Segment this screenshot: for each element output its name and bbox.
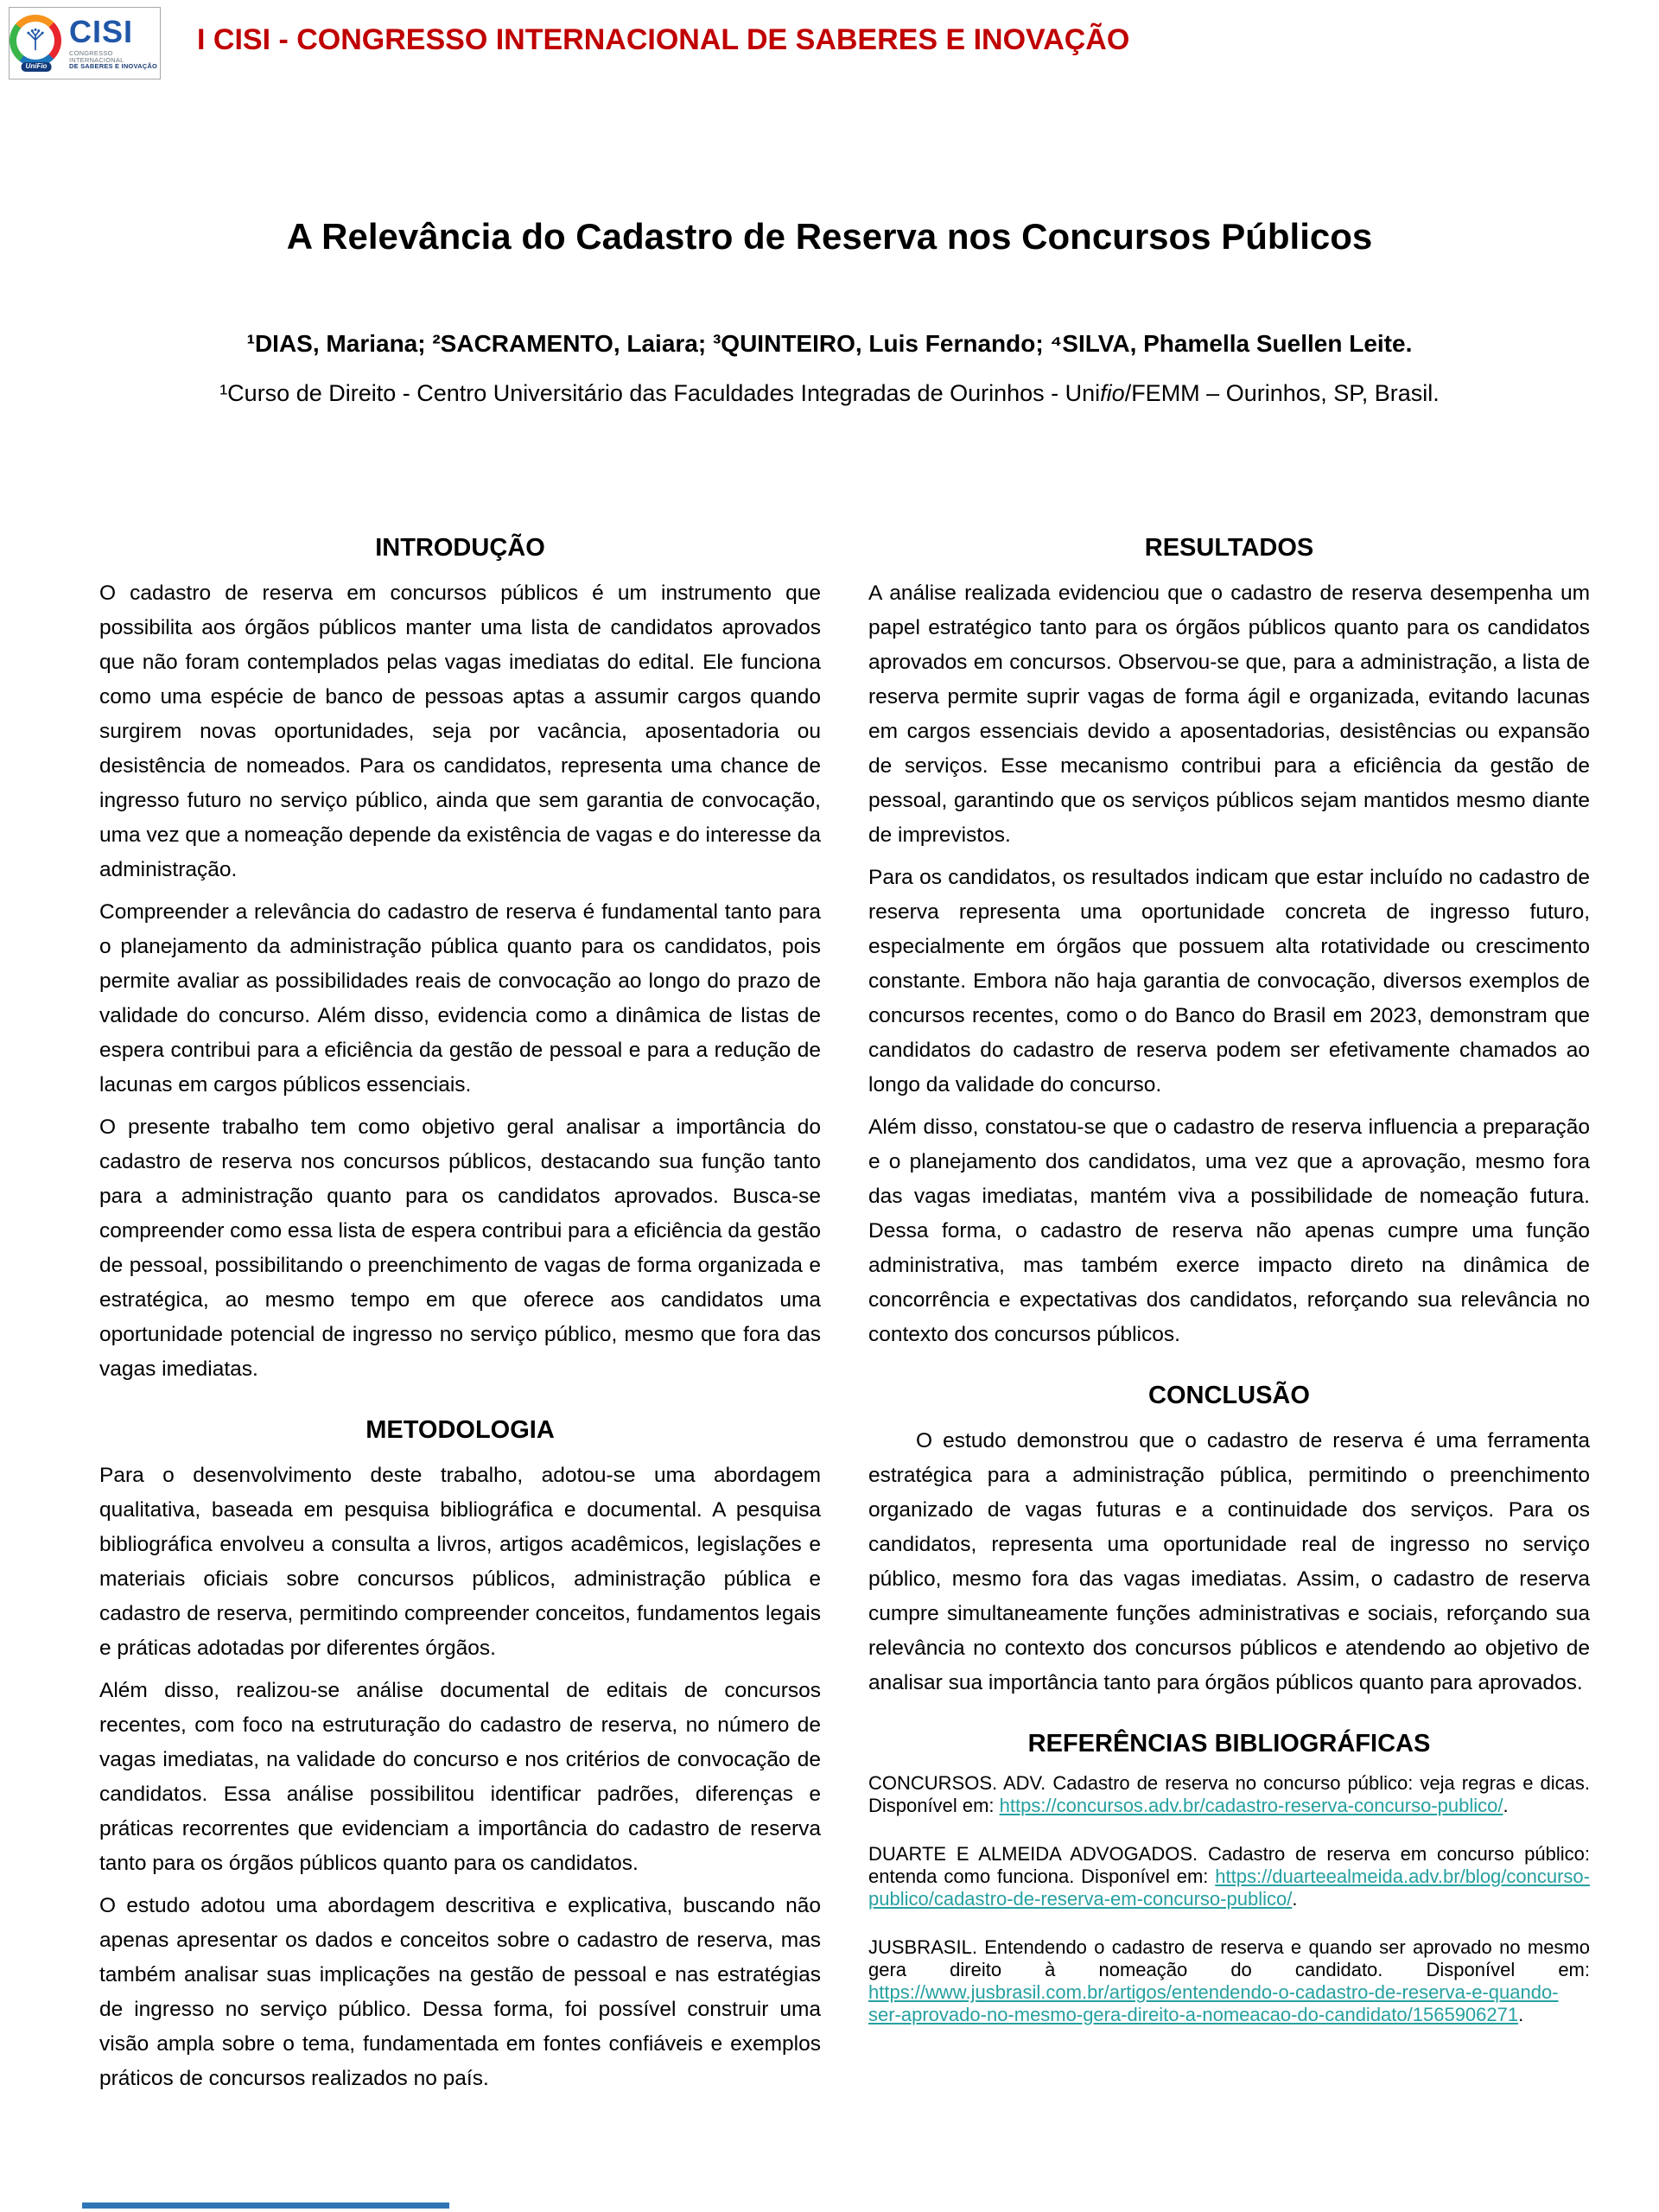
reference-period: . [1503,1795,1509,1816]
metodologia-paragraph-2: Além disso, realizou-se análise documental de editais de concursos recentes, com foco na estruturação do cadastro de reserva, no número de vagas imediatas, na validade do concurso e nos critérios de convocação de candidatos. Essa análise possibilitou identificar padrões, diferenças e práticas recorrentes que evidenciam a importância do cadastro de reserva tanto para os órgãos públicos quanto para os candidatos. [99,1679,821,1875]
reference-item [868,1843,1590,1910]
resultados-paragraph-3: Além disso, constatou-se que o cadastro de reserva influencia a preparação e o planejamento dos candidatos, uma vez que a aprovação, mesmo fora das vagas imediatas, mantém viva a possibilidade de nomeação futura. Dessa forma, o cadastro de reserva não apenas cumpre uma função administrativa, mas também exerce impacto direto na dinâmica de concorrência e expectativas dos candidatos, reforçando sua relevância no contexto dos concursos públicos. [868,1116,1590,1346]
section-heading-metodologia: METODOLOGIA [365,1416,555,1444]
section-heading-resultados: RESULTADOS [1144,534,1314,562]
logo-acronym: CISI [69,14,134,50]
introducao-paragraph-2: Compreender a relevância do cadastro de reserva é fundamental tanto para o planejamento da administração pública quanto para os candidatos, pois permite avaliar as possibilidades reais de convocação ao longo do prazo de validade do concurso. Além disso, evidencia como a dinâmica de listas de espera contribui para a eficiência da gestão de pessoal e para a redução de lacunas em cargos públicos essenciais. [99,900,821,1096]
resultados-paragraph-2: Para os candidatos, os resultados indicam que estar incluído no cadastro de reserva representa uma oportunidade concreta de ingresso futuro, especialmente em órgãos que possuem alta rotatividade ou crescimento constante. Embora não haja garantia de convocação, diversos exemplos de concursos recentes, como o do Banco do Brasil em 2023, demonstram que candidatos do cadastro de reserva podem ser efetivamente chamados ao longo da validade do concurso. [868,866,1590,1096]
reference-item [868,1772,1590,1817]
reference-link[interactable]: https://concursos.adv.br/cadastro-reserva-concurso-publico/ [999,1795,1503,1816]
logo-subtitle-line2: DE SABERES E INOVAÇÃO [69,62,157,71]
section-heading-introducao: INTRODUÇÃO [375,534,545,562]
section-heading-conclusao: CONCLUSÃO [1148,1382,1310,1409]
bottom-accent-bar [82,2202,449,2209]
left-column [99,534,821,2104]
cisi-logo [9,7,161,79]
metodologia-paragraph-1: Para o desenvolvimento deste trabalho, adotou-se uma abordagem qualitativa, baseada em pesquisa bibliográfica e documental. A pesquisa bibliográfica envolveu a consulta a livros, artigos acadêmicos, legislações e materiais oficiais sobre concursos públicos, administração pública e cadastro de reserva, permitindo compreender conceitos, fundamentos legais e práticas adotadas por diferentes órgãos. [99,1464,821,1660]
reference-period: . [1518,2004,1524,2025]
reference-link[interactable]: https://duarteealmeida.adv.br/blog/concurso-publico/cadastro-de-reserva-em-concurso-publico/ [868,1866,1590,1910]
affiliation-italic: fio [1100,380,1125,406]
authors-line: ¹DIAS, Mariana; ²SACRAMENTO, Laiara; ³QUINTEIRO, Luis Fernando; ⁴SILVA, Phamella Suellen Leite. [246,330,1413,357]
affiliation-line [0,380,1659,407]
reference-text: JUSBRASIL. Entendendo o cadastro de reserva e quando ser aprovado no mesmo gera direito à nomeação do candidato. Disponível em: [868,1936,1590,1980]
reference-link[interactable]: https://www.jusbrasil.com.br/artigos/entendendo-o-cadastro-de-reserva-e-quando-ser-aprovado-no-mesmo-gera-direito-a-nomeacao-do-candidato/1565906271 [868,1981,1559,2025]
resultados-paragraph-1: A análise realizada evidenciou que o cadastro de reserva desempenha um papel estratégico tanto para os órgãos públicos quanto para os candidatos aprovados em concursos. Observou-se que, para a administração, a lista de reserva permite suprir vagas de forma ágil e organizada, evitando lacunas em cargos essenciais devido a aposentadorias, desistências ou expansão de serviços. Esse mecanismo contribui para a eficiência da gestão de pessoal, garantindo que os serviços públicos sejam mantidos mesmo diante de imprevistos. [868,582,1590,847]
congress-title: I CISI - CONGRESSO INTERNACIONAL DE SABERES E INOVAÇÃO [197,23,1130,56]
section-heading-referencias: REFERÊNCIAS BIBLIOGRÁFICAS [1027,1730,1431,1758]
content-columns [99,534,1590,2104]
right-column [868,534,1590,2104]
references-list [868,1772,1590,2026]
affiliation-prefix: ¹Curso de Direito - Centro Universitário das Faculdades Integradas de Ourinhos - Uni [219,380,1101,406]
reference-text: CONCURSOS. ADV. Cadastro de reserva no concurso público: veja regras e dicas. Disponível em: [868,1772,1590,1816]
introducao-paragraph-1: O cadastro de reserva em concursos públicos é um instrumento que possibilita aos órgãos públicos manter uma lista de candidatos aprovados que não foram contemplados pelas vagas imediatas do edital. Ele funciona como uma espécie de banco de pessoas aptas a assumir cargos quando surgirem novas oportunidades, seja por vacância, aposentadoria ou desistência de nomeados. Para os candidatos, representa uma chance de ingresso futuro no serviço público, ainda que sem garantia de convocação, uma vez que a nomeação depende da existência de vagas e do interesse da administração. [99,582,821,881]
introducao-paragraph-3: O presente trabalho tem como objetivo geral analisar a importância do cadastro de reserva nos concursos públicos, destacando sua função tanto para a administração quanto para os candidatos aprovados. Busca-se compreender como essa lista de espera contribui para a eficiência da gestão de pessoal, possibilitando o preenchimento de vagas de forma organizada e estratégica, ao mesmo tempo em que oferece aos candidatos uma oportunidade potencial de ingresso no serviço público, mesmo que fora das vagas imediatas. [99,1116,821,1381]
reference-text: DUARTE E ALMEIDA ADVOGADOS. Cadastro de reserva em concurso público: entenda como funciona. Disponível em: [868,1843,1590,1887]
ring-inner [16,22,54,60]
unifio-badge: UniFio [22,62,52,72]
reference-period: . [1292,1888,1298,1910]
reference-item [868,1936,1590,2026]
logo-subtitle-line1: CONGRESSO INTERNACIONAL [69,49,124,64]
affiliation-suffix: /FEMM – Ourinhos, SP, Brasil. [1124,380,1440,406]
conclusao-paragraph-1: O estudo demonstrou que o cadastro de reserva é uma ferramenta estratégica para a administração pública, permitindo o preenchimento organizado de vagas futuras e a continuidade dos serviços. Para os candidatos, representa uma oportunidade real de ingresso no serviço público, mesmo fora das vagas imediatas. Assim, o cadastro de reserva cumpre simultaneamente funções administrativas e sociais, reforçando sua relevância no contexto dos concursos públicos e atendendo ao objetivo de analisar sua importância tanto para órgãos públicos quanto para aprovados. [868,1429,1590,1694]
tree-icon [22,26,48,56]
page-title: A Relevância do Cadastro de Reserva nos Concursos Públicos [286,216,1373,257]
metodologia-paragraph-3: O estudo adotou uma abordagem descritiva e explicativa, buscando não apenas apresentar os dados e conceitos sobre o cadastro de reserva, mas também analisar suas implicações na gestão de pessoal e nas estratégias de ingresso no serviço público. Dessa forma, foi possível construir uma visão ampla sobre o tema, fundamentada em fontes confiáveis e exemplos práticos de concursos realizados no país. [99,1894,821,2090]
color-ring-icon [10,15,61,67]
cisi-ring-icon [10,15,63,72]
